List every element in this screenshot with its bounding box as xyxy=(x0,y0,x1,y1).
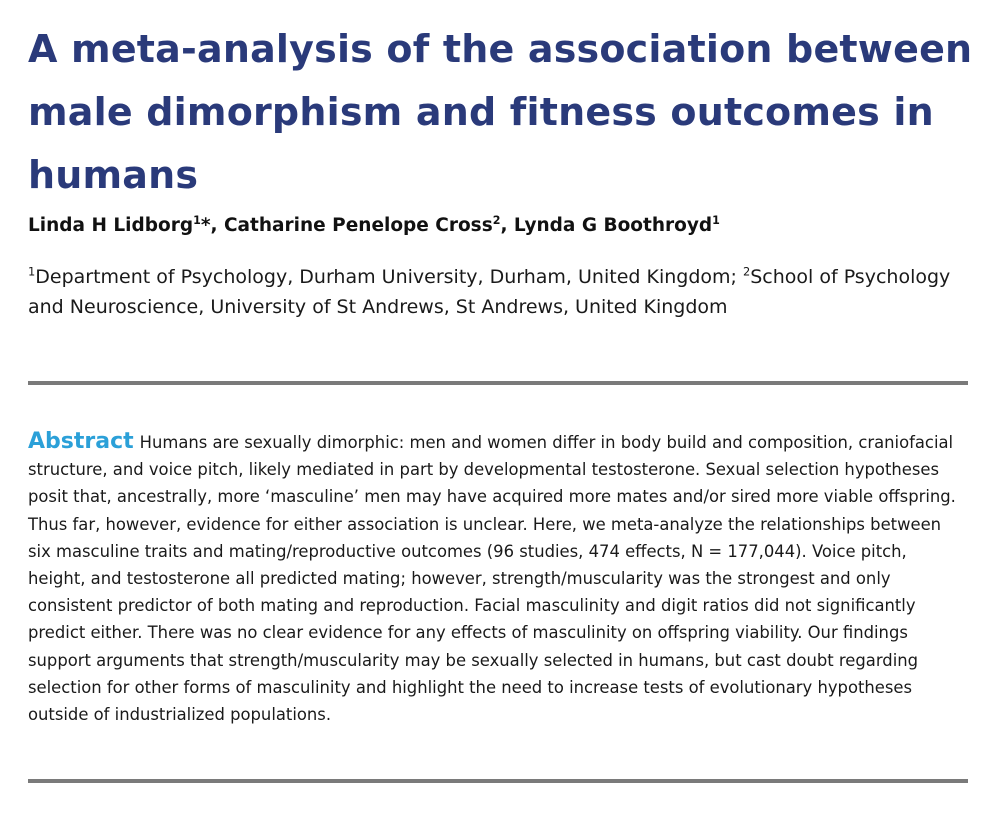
affiliation-marker: 2 xyxy=(742,264,751,279)
affiliation-marker: 1 xyxy=(28,264,36,279)
article-title: A meta-analysis of the association between male dimorphism and fitness outcomes in humans xyxy=(28,27,973,197)
author-affiliation-marker: 1 xyxy=(193,213,201,227)
author-affiliation-marker: 2 xyxy=(492,213,501,227)
author-affiliation-marker: 1 xyxy=(712,213,720,227)
section-divider xyxy=(28,381,968,385)
corresponding-author-mark: * xyxy=(200,215,211,236)
section-divider xyxy=(28,779,968,783)
author-name: Lynda G Boothroyd xyxy=(513,215,713,236)
affiliation-text: Department of Psychology, Durham University, Durham, United Kingdom; xyxy=(35,266,737,288)
affiliations xyxy=(28,262,958,322)
author-list: Linda H Lidborg$^1$*, Catharine Penelope Cross$^2$, Lynda G Boothroyd$^1$ xyxy=(28,213,720,236)
author-name: Catharine Penelope Cross xyxy=(223,215,493,236)
abstract-heading: Abstract xyxy=(28,429,134,454)
author-name: Linda H Lidborg xyxy=(28,215,194,236)
abstract-text: Humans are sexually dimorphic: men and women differ in body build and composition, craniofacial structure, and voice pitch, likely mediated in part by developmental testosterone. Sexual selection hypotheses posit that, ancestrally, more ‘masculine’ men may have acquired more mates and/or sired more viable offspring. Thus far, however, evidence for either association is unclear. Here, we meta-analyze the relationships between six masculine traits and mating/reproductive outcomes (96 studies, 474 effects, N = 177,044). Voice pitch, height, and testosterone all predicted mating; however, strength/muscularity was the strongest and only consistent predictor of both mating and reproduction. Facial masculinity and digit ratios did not significantly predict either. There was no clear evidence for any effects of masculinity on offspring viability. Our findings support arguments that strength/muscularity may be sexually selected in humans, but cast doubt regarding selection for other forms of masculinity and highlight the need to increase tests of evolutionary hypotheses outside of industrialized populations. xyxy=(28,433,956,725)
abstract-block xyxy=(28,428,968,728)
affiliation-text: School of Psychology and Neuroscience, University of St Andrews, St Andrews, United Kingdom xyxy=(28,266,951,318)
